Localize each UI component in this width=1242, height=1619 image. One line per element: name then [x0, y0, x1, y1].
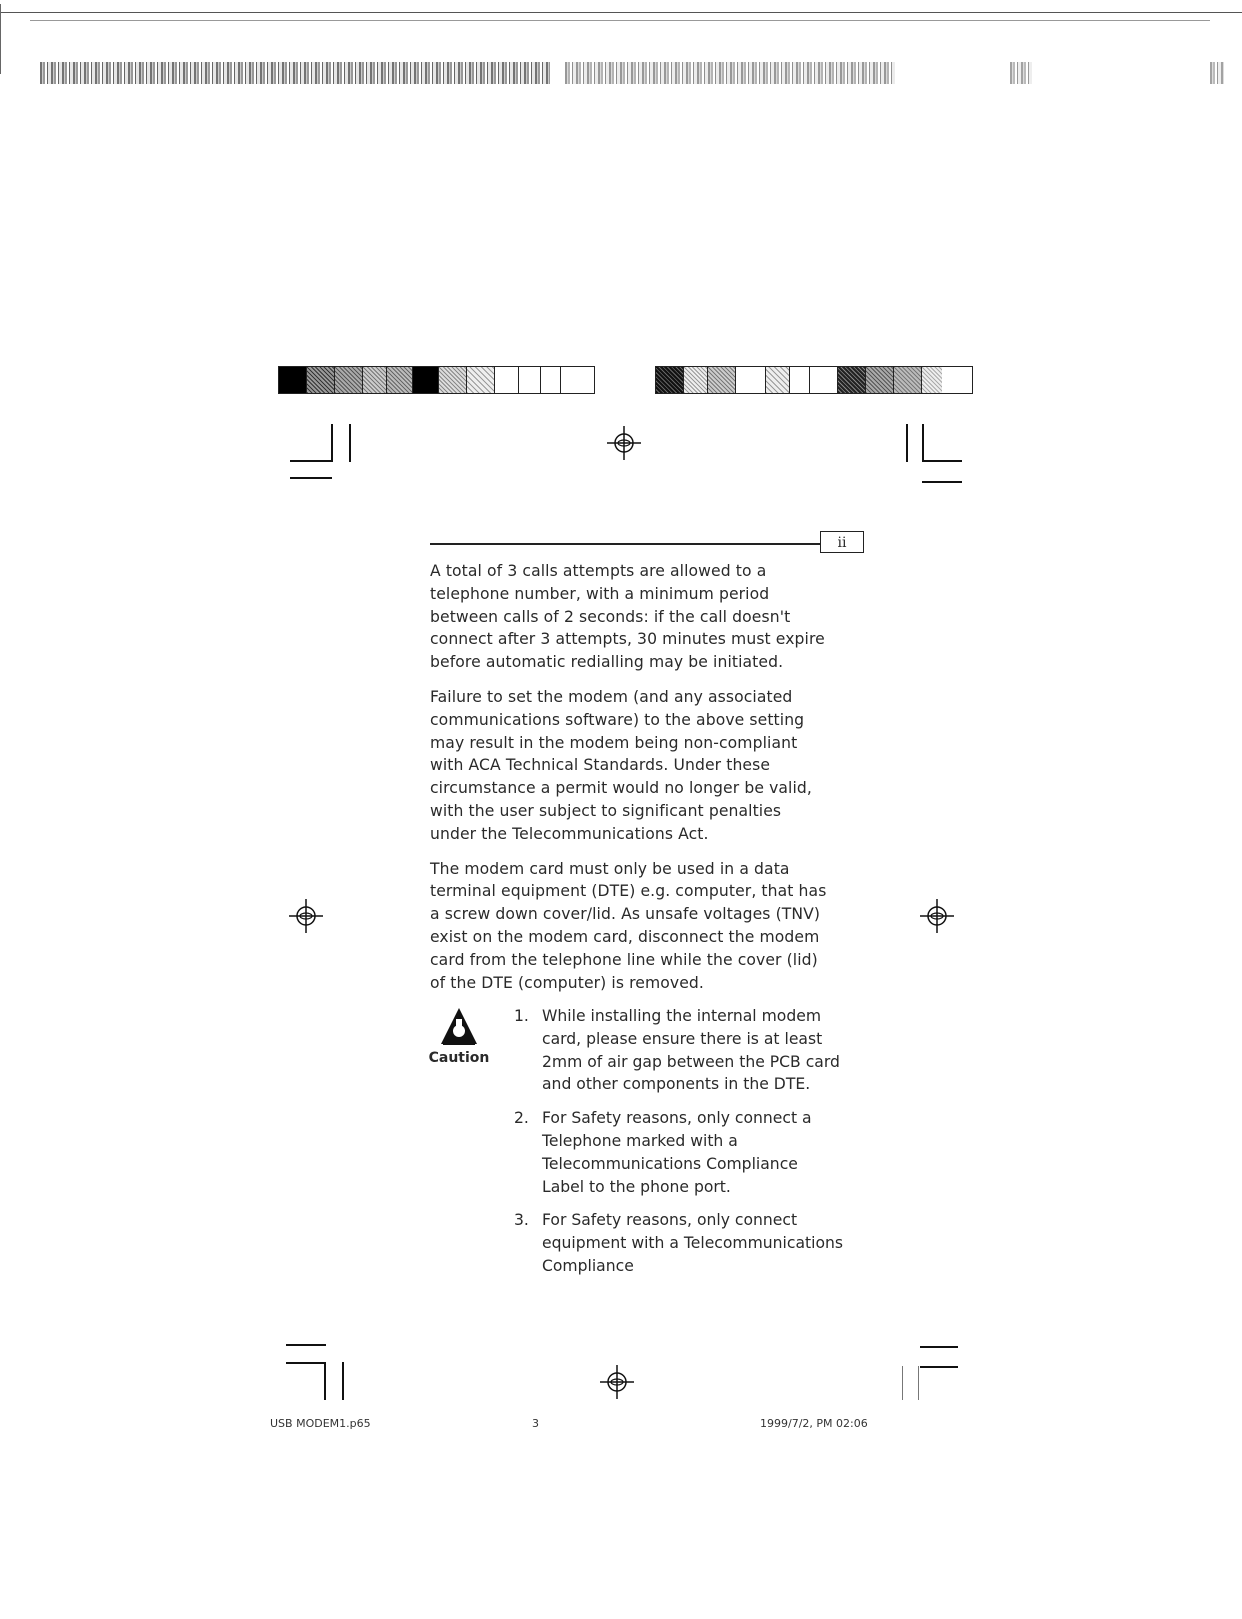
paragraph-redial: A total of 3 calls attempts are allowed to a telephone number, with a minimum period between calls of 2 seconds: if the call doesn't connect after 3 attempts, 30 minutes must expire before automatic redialling may be initiated. — [430, 562, 825, 672]
list-item-number: 2. — [514, 1109, 529, 1128]
footer-filename: USB MODEM1.p65 — [270, 1417, 371, 1430]
list-item-text: For Safety reasons, only connect a Telephone marked with a Telecommunications Compliance Label to the phone port. — [542, 1109, 812, 1196]
registration-target-left — [289, 899, 323, 933]
list-item-number: 1. — [514, 1007, 529, 1025]
caution-block — [426, 1006, 492, 1066]
registration-target-bottom — [600, 1365, 634, 1399]
color-bar-right — [655, 366, 973, 394]
page-marker: ii — [820, 531, 864, 553]
footer-page-number: 3 — [532, 1417, 539, 1430]
body-text — [430, 560, 830, 1006]
list-item-text: For Safety reasons, only connect equipment with a Telecommunications Compliance — [542, 1211, 844, 1275]
list-item — [514, 1209, 844, 1277]
list-item-text: While installing the internal modem card, please ensure there is at least 2mm of air gap between the PCB card and other components in the DTE. — [542, 1007, 840, 1094]
caution-list — [514, 1005, 844, 1289]
list-item — [514, 1107, 844, 1198]
caution-icon — [439, 1006, 479, 1048]
registration-target-top — [607, 426, 641, 460]
paragraph-compliance: Failure to set the modem (and any associated communications software) to the above setting may result in the modem being non-compliant with ACA Technical Standards. Under these circumstance a permit would no longer be valid, with the user subject to significant penalties under the Telecommunications Act. — [430, 687, 812, 843]
caution-label: Caution — [428, 1050, 490, 1066]
color-bar-left — [278, 366, 595, 394]
registration-target-right — [920, 899, 954, 933]
footer-timestamp: 1999/7/2, PM 02:06 — [760, 1417, 868, 1430]
paragraph-dte-usage: The modem card must only be used in a data terminal equipment (DTE) e.g. computer, that has a screw down cover/lid. As unsafe voltages (TNV) exist on the modem card, disconnect the modem card from the telephone line while the cover (lid) of the DTE (computer) is removed. — [430, 859, 827, 992]
list-item — [514, 1005, 844, 1096]
header-rule — [430, 543, 820, 545]
list-item-number: 3. — [514, 1211, 529, 1230]
